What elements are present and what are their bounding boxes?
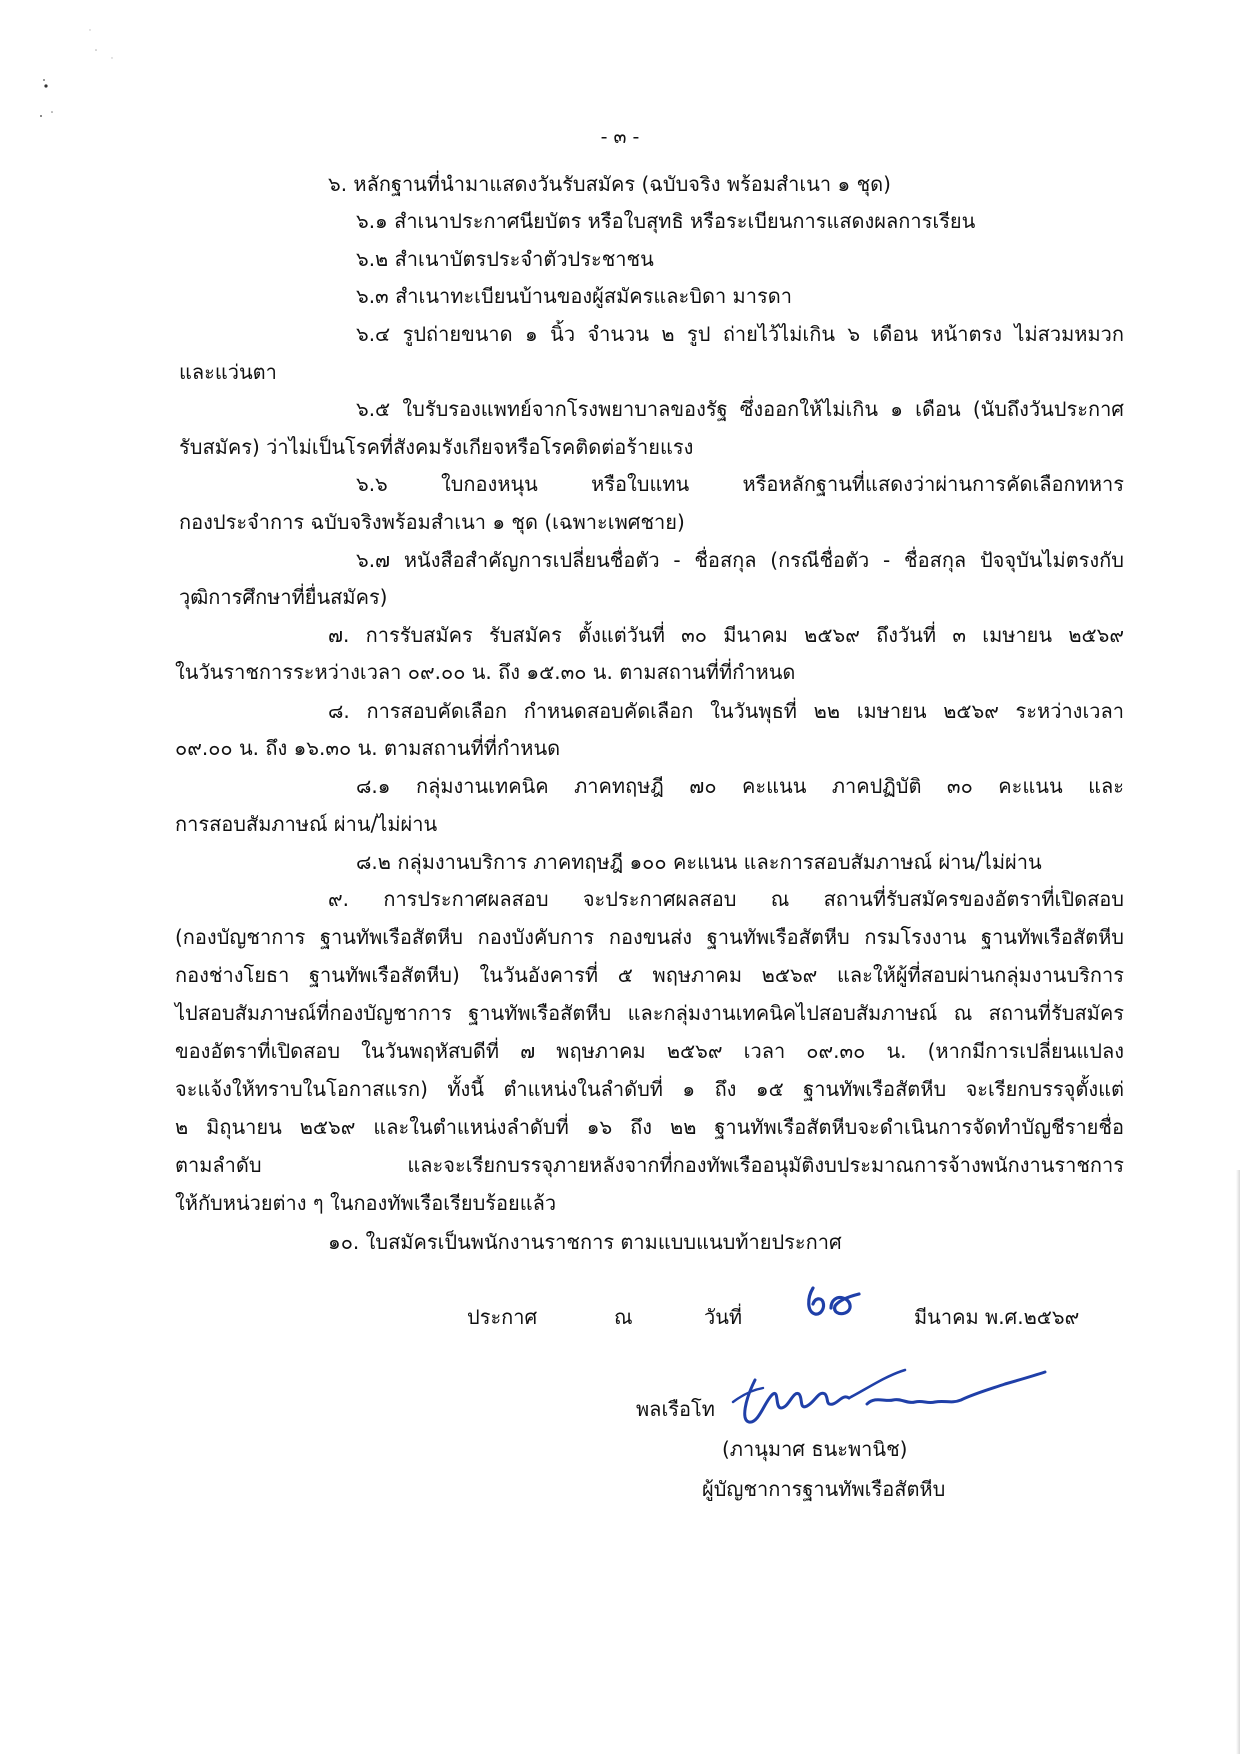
section-9-line-8: ตามลำดับ และจะเรียกบรรจุภายหลังจากที่กองทัพเรืออนุมัติงบประมาณการจ้างพนักงานราชการ	[175, 1153, 1124, 1177]
section-9-line-5: ของอัตราที่เปิดสอบ ในวันพฤหัสบดีที่ ๗ พฤษภาคม ๒๕๖๙ เวลา ๐๙.๓๐ น. (หากมีการเปลี่ยนแปลง	[175, 1039, 1124, 1063]
item-6-6-line-2: กองประจำการ ฉบับจริงพร้อมสำเนา ๑ ชุด (เฉพาะเพศชาย)	[179, 510, 685, 534]
section-6-heading: ๖. หลักฐานที่นำมาแสดงวันรับสมัคร (ฉบับจริง พร้อมสำเนา ๑ ชุด)	[328, 172, 891, 196]
section-8-line-2: ๐๙.๐๐ น. ถึง ๑๖.๓๐ น. ตามสถานที่ที่กำหนด	[175, 736, 561, 760]
section-7-line-2: ในวันราชการระหว่างเวลา ๐๙.๐๐ น. ถึง ๑๕.๓๐ น. ตามสถานที่ที่กำหนด	[175, 660, 796, 684]
section-9-line-4: ไปสอบสัมภาษณ์ที่กองบัญชาการ ฐานทัพเรือสัตหีบ และกลุ่มงานเทคนิคไปสอบสัมภาษณ์ ณ สถานที่รับสมัคร	[175, 1001, 1124, 1025]
item-6-6-line-1: ๖.๖ ใบกองหนุน หรือใบแทน หรือหลักฐานที่แสดงว่าผ่านการคัดเลือกทหาร	[356, 472, 1124, 496]
handwritten-day-number	[803, 1278, 863, 1324]
section-9-line-2: (กองบัญชาการ ฐานทัพเรือสัตหีบ กองบังคับการ กองขนส่ง ฐานทัพเรือสัตหีบ กรมโรงงาน ฐานทัพเรือสัตหีบ	[175, 925, 1124, 949]
item-6-2: ๖.๒ สำเนาบัตรประจำตัวประชาชน	[356, 247, 654, 271]
section-9-line-7: ๒ มิถุนายน ๒๕๖๙ และในตำแหน่งลำดับที่ ๑๖ ถึง ๒๒ ฐานทัพเรือสัตหีบจะดำเนินการจัดทำบัญชีรายชื่อ	[175, 1115, 1124, 1139]
scan-edge-shadow	[1236, 1170, 1240, 1754]
date-day-label: วันที่	[704, 1305, 743, 1329]
date-at-label: ณ	[614, 1305, 633, 1329]
section-9-line-6: จะแจ้งให้ทราบในโอกาสแรก) ทั้งนี้ ตำแหน่งในลำดับที่ ๑ ถึง ๑๕ ฐานทัพเรือสัตหีบ จะเรียกบรรจุตั้งแต่	[175, 1077, 1124, 1101]
item-6-5-line-1: ๖.๕ ใบรับรองแพทย์จากโรงพยาบาลของรัฐ ซึ่งออกให้ไม่เกิน ๑ เดือน (นับถึงวันประกาศ	[356, 397, 1124, 421]
section-9-line-9: ให้กับหน่วยต่าง ๆ ในกองทัพเรือเรียบร้อยแล้ว	[175, 1191, 557, 1215]
section-7-line-1: ๗. การรับสมัคร รับสมัคร ตั้งแต่วันที่ ๓๐ มีนาคม ๒๕๖๙ ถึงวันที่ ๓ เมษายน ๒๕๖๙	[328, 623, 1124, 647]
handwritten-signature	[715, 1360, 1055, 1436]
signatory-rank: พลเรือโท	[636, 1397, 715, 1421]
item-6-7-line-2: วุฒิการศึกษาที่ยื่นสมัคร)	[179, 585, 388, 609]
item-6-3: ๖.๓ สำเนาทะเบียนบ้านของผู้สมัครและบิดา มารดา	[356, 284, 792, 308]
section-10: ๑๐. ใบสมัครเป็นพนักงานราชการ ตามแบบแนบท้ายประกาศ	[328, 1230, 842, 1254]
signatory-title: ผู้บัญชาการฐานทัพเรือสัตหีบ	[702, 1477, 946, 1501]
date-month-year: มีนาคม พ.ศ.๒๕๖๙	[914, 1305, 1080, 1329]
item-6-5-line-2: รับสมัคร) ว่าไม่เป็นโรคที่สังคมรังเกียจหรือโรคติดต่อร้ายแรง	[179, 435, 694, 459]
section-9-line-1: ๙. การประกาศผลสอบ จะประกาศผลสอบ ณ สถานที่รับสมัครของอัตราที่เปิดสอบ	[328, 887, 1124, 911]
section-8-line-1: ๘. การสอบคัดเลือก กำหนดสอบคัดเลือก ในวันพุธที่ ๒๒ เมษายน ๒๕๖๙ ระหว่างเวลา	[328, 699, 1124, 723]
item-6-4-line-2: และแว่นตา	[179, 360, 277, 384]
signatory-name: (ภานุมาศ ธนะพานิช)	[722, 1437, 908, 1461]
date-announce-label: ประกาศ	[467, 1305, 538, 1329]
item-8-2: ๘.๒ กลุ่มงานบริการ ภาคทฤษฎี ๑๐๐ คะแนน และการสอบสัมภาษณ์ ผ่าน/ไม่ผ่าน	[356, 850, 1042, 874]
section-9-line-3: กองช่างโยธา ฐานทัพเรือสัตหีบ) ในวันอังคารที่ ๕ พฤษภาคม ๒๕๖๙ และให้ผู้ที่สอบผ่านกลุ่มงานบริการ	[175, 963, 1124, 987]
page-number: - ๓ -	[600, 126, 640, 148]
item-8-1-line-2: การสอบสัมภาษณ์ ผ่าน/ไม่ผ่าน	[175, 812, 438, 836]
item-6-7-line-1: ๖.๗ หนังสือสำคัญการเปลี่ยนชื่อตัว - ชื่อสกุล (กรณีชื่อตัว - ชื่อสกุล ปัจจุบันไม่ตรงกับ	[356, 548, 1124, 572]
item-8-1-line-1: ๘.๑ กลุ่มงานเทคนิค ภาคทฤษฎี ๗๐ คะแนน ภาคปฏิบัติ ๓๐ คะแนน และ	[356, 774, 1124, 798]
item-6-4-line-1: ๖.๔ รูปถ่ายขนาด ๑ นิ้ว จำนวน ๒ รูป ถ่ายไว้ไม่เกิน ๖ เดือน หน้าตรง ไม่สวมหมวก	[356, 322, 1124, 346]
item-6-1: ๖.๑ สำเนาประกาศนียบัตร หรือใบสุทธิ หรือระเบียนการแสดงผลการเรียน	[356, 209, 976, 233]
